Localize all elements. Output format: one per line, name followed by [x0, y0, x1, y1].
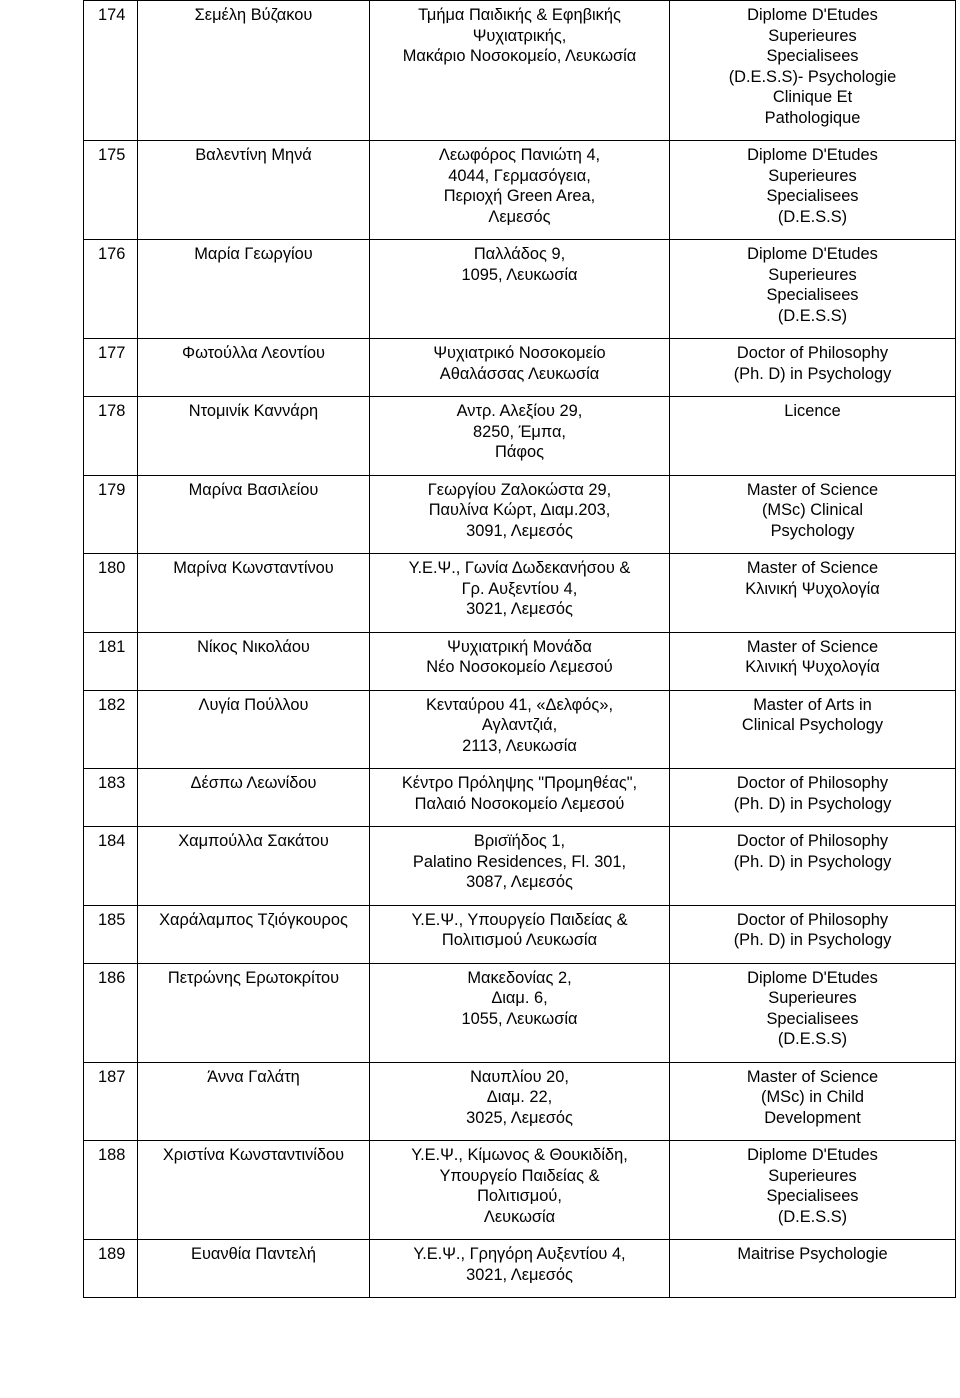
- table-row: [84, 769, 956, 827]
- degree-cell: [670, 769, 956, 827]
- degree-line: (Ph. D) in Psychology: [733, 852, 892, 871]
- address-line: Λεμεσός: [488, 207, 551, 226]
- degree-cell: [670, 827, 956, 906]
- degree-cell: [670, 1, 956, 141]
- degree-line: Diplome D'Etudes: [747, 6, 878, 24]
- address-line: Βρισϊήδος 1,: [473, 832, 566, 850]
- degree-line: Maitrise Psychologie: [737, 1245, 888, 1263]
- degree-line: Specialisees: [766, 1187, 859, 1205]
- address-line: Τμήμα Παιδικής & Εφηβικής: [418, 6, 621, 24]
- address-cell: [370, 963, 670, 1062]
- address-line: Μακάριο Νοσοκομείο, Λευκωσία: [402, 47, 637, 65]
- address-cell: [370, 1, 670, 141]
- degree-line: Specialisees: [766, 1009, 859, 1028]
- degree-line: Doctor of Philosophy: [736, 774, 889, 792]
- address-line: Μακεδονίας 2,: [467, 968, 572, 987]
- degree-cell: [670, 397, 956, 476]
- degree-cell: [670, 1240, 956, 1298]
- degree-line: Doctor of Philosophy: [736, 832, 889, 850]
- person-name: Μαρία Γεωργίου: [138, 240, 370, 339]
- degree-line: (Ph. D) in Psychology: [733, 794, 892, 813]
- row-number: 176: [84, 240, 138, 339]
- document-page: [83, 0, 955, 1298]
- table-row: [84, 690, 956, 769]
- address-line: 1055, Λευκωσία: [461, 1009, 578, 1028]
- degree-line: Diplome D'Etudes: [747, 1146, 878, 1164]
- degree-line: Pathologique: [764, 108, 861, 127]
- table-row: [84, 1240, 956, 1298]
- row-number: 182: [84, 690, 138, 769]
- address-line: 4044, Γερμασόγεια,: [448, 166, 591, 185]
- degree-line: (D.E.S.S)- Psychologie: [728, 67, 897, 86]
- person-name: Ντομινίκ Καννάρη: [138, 397, 370, 476]
- address-cell: [370, 1240, 670, 1298]
- degree-line: (MSc) Clinical: [761, 501, 864, 519]
- address-line: Υ.Ε.Ψ., Γρηγόρη Αυξεντίου 4,: [413, 1245, 626, 1263]
- degree-cell: [670, 240, 956, 339]
- degree-cell: [670, 632, 956, 690]
- address-line: Νέο Νοσοκομείο Λεμεσού: [426, 658, 613, 676]
- address-line: Υπουργείο Παιδείας &: [439, 1166, 600, 1185]
- degree-line: (Ph. D) in Psychology: [733, 931, 892, 949]
- table-row: [84, 1062, 956, 1141]
- address-line: Διαμ. 22,: [486, 1088, 553, 1106]
- degree-line: Master of Science: [746, 1067, 879, 1086]
- person-name: Χαμπούλλα Σακάτου: [138, 827, 370, 906]
- row-number: 188: [84, 1141, 138, 1240]
- address-line: Palatino Residences, Fl. 301,: [412, 852, 627, 871]
- address-line: Λεωφόρος Πανιώτη 4,: [438, 146, 601, 164]
- degree-line: Clinique Et: [772, 88, 853, 106]
- address-cell: [370, 339, 670, 397]
- table-row: [84, 1, 956, 141]
- row-number: 186: [84, 963, 138, 1062]
- table-row: [84, 632, 956, 690]
- degree-line: Superieures: [768, 989, 857, 1007]
- address-line: Κέντρο Πρόληψης "Προμηθέας",: [401, 774, 638, 792]
- degree-line: Superieures: [768, 26, 857, 45]
- degree-cell: [670, 554, 956, 633]
- address-line: Κενταύρου 41, «Δελφός»,: [426, 695, 613, 714]
- degree-line: (D.E.S.S): [777, 1030, 848, 1048]
- address-line: Πολιτισμού,: [477, 1187, 562, 1205]
- table-row: [84, 827, 956, 906]
- degree-line: Doctor of Philosophy: [736, 910, 889, 929]
- address-line: Παλλάδος 9,: [473, 245, 566, 263]
- person-name: Ευανθία Παντελή: [138, 1240, 370, 1298]
- address-line: Ψυχιατρικής,: [472, 26, 567, 45]
- degree-cell: [670, 475, 956, 554]
- address-line: 3021, Λεμεσός: [466, 1265, 573, 1284]
- address-line: 2113, Λευκωσία: [462, 736, 577, 755]
- address-cell: [370, 397, 670, 476]
- degree-line: Master of Arts in: [753, 695, 872, 714]
- row-number: 175: [84, 141, 138, 240]
- degree-line: Κλινική Ψυχολογία: [745, 579, 880, 598]
- degree-cell: [670, 1141, 956, 1240]
- degree-line: (D.E.S.S): [777, 306, 848, 325]
- degree-cell: [670, 905, 956, 963]
- address-cell: [370, 905, 670, 963]
- degree-cell: [670, 141, 956, 240]
- table-row: [84, 240, 956, 339]
- person-name: Βαλεντίνη Μηνά: [138, 141, 370, 240]
- row-number: 174: [84, 1, 138, 141]
- degree-line: Diplome D'Etudes: [747, 245, 878, 263]
- degree-line: Diplome D'Etudes: [747, 968, 878, 987]
- row-number: 184: [84, 827, 138, 906]
- address-line: 1095, Λευκωσία: [461, 265, 578, 284]
- row-number: 178: [84, 397, 138, 476]
- table-row: [84, 905, 956, 963]
- degree-line: (D.E.S.S): [777, 1207, 848, 1226]
- degree-line: (Ph. D) in Psychology: [733, 364, 892, 383]
- address-cell: [370, 769, 670, 827]
- person-name: Μαρίνα Κωνσταντίνου: [138, 554, 370, 633]
- degree-line: Superieures: [768, 166, 857, 185]
- person-name: Χαράλαμπος Τζιόγκουρος: [138, 905, 370, 963]
- row-number: 179: [84, 475, 138, 554]
- address-line: Παλαιό Νοσοκομείο Λεμεσού: [414, 794, 625, 813]
- address-line: Υ.Ε.Ψ., Κίμωνος & Θουκιδίδη,: [411, 1146, 628, 1164]
- table-row: [84, 397, 956, 476]
- person-name: Δέσπω Λεωνίδου: [138, 769, 370, 827]
- address-line: 3025, Λεμεσός: [466, 1108, 573, 1127]
- degree-line: Clinical Psychology: [741, 716, 884, 734]
- address-line: 3021, Λεμεσός: [466, 600, 573, 618]
- registry-table-body: [84, 1, 956, 1298]
- address-cell: [370, 632, 670, 690]
- degree-line: Specialisees: [766, 47, 859, 65]
- address-line: Γρ. Αυξεντίου 4,: [461, 579, 578, 598]
- degree-cell: [670, 1062, 956, 1141]
- table-row: [84, 339, 956, 397]
- table-row: [84, 475, 956, 554]
- address-cell: [370, 240, 670, 339]
- table-row: [84, 141, 956, 240]
- address-line: Αντρ. Αλεξίου 29,: [456, 402, 583, 420]
- address-line: Υ.Ε.Ψ., Γωνία Δωδεκανήσου &: [408, 559, 631, 577]
- degree-line: Superieures: [768, 265, 857, 284]
- person-name: Λυγία Πούλλου: [138, 690, 370, 769]
- address-line: Αθαλάσσας Λευκωσία: [439, 364, 600, 383]
- address-line: Πολιτισμού Λευκωσία: [441, 931, 598, 949]
- row-number: 187: [84, 1062, 138, 1141]
- registry-table: [83, 0, 956, 1298]
- address-line: Υ.Ε.Ψ., Υπουργείο Παιδείας &: [411, 910, 628, 929]
- address-line: Αγλαντζιά,: [481, 716, 558, 734]
- address-line: Παυλίνα Κώρτ, Διαμ.203,: [428, 501, 611, 519]
- degree-line: Licence: [784, 402, 841, 420]
- row-number: 185: [84, 905, 138, 963]
- address-line: 3087, Λεμεσός: [466, 873, 573, 891]
- degree-cell: [670, 690, 956, 769]
- person-name: Χριστίνα Κωνσταντινίδου: [138, 1141, 370, 1240]
- row-number: 177: [84, 339, 138, 397]
- degree-line: Master of Science: [746, 559, 879, 577]
- address-line: Ψυχιατρική Μονάδα: [447, 637, 592, 656]
- address-line: Διαμ. 6,: [491, 989, 548, 1007]
- degree-line: Development: [764, 1108, 861, 1127]
- person-name: Σεμέλη Βύζακου: [138, 1, 370, 141]
- person-name: Νίκος Νικολάου: [138, 632, 370, 690]
- address-line: Πάφος: [495, 443, 544, 461]
- person-name: Άννα Γαλάτη: [138, 1062, 370, 1141]
- table-row: [84, 963, 956, 1062]
- degree-line: Doctor of Philosophy: [736, 344, 889, 362]
- address-cell: [370, 827, 670, 906]
- degree-line: (MSc) in Child: [761, 1088, 864, 1106]
- address-line: 8250, Έμπα,: [473, 422, 566, 441]
- degree-line: Specialisees: [766, 187, 859, 205]
- degree-line: Diplome D'Etudes: [747, 146, 878, 164]
- address-line: Λευκωσία: [483, 1207, 556, 1226]
- address-cell: [370, 1141, 670, 1240]
- degree-line: Master of Science: [746, 480, 879, 499]
- address-cell: [370, 141, 670, 240]
- address-line: Ναυπλίου 20,: [470, 1067, 569, 1086]
- table-row: [84, 1141, 956, 1240]
- row-number: 183: [84, 769, 138, 827]
- row-number: 189: [84, 1240, 138, 1298]
- person-name: Πετρώνης Ερωτοκρίτου: [138, 963, 370, 1062]
- address-cell: [370, 475, 670, 554]
- address-cell: [370, 690, 670, 769]
- degree-cell: [670, 963, 956, 1062]
- address-line: 3091, Λεμεσός: [466, 521, 573, 540]
- address-cell: [370, 554, 670, 633]
- row-number: 180: [84, 554, 138, 633]
- row-number: 181: [84, 632, 138, 690]
- degree-line: Κλινική Ψυχολογία: [745, 658, 880, 676]
- degree-line: Superieures: [768, 1166, 857, 1185]
- address-line: Γεωργίου Ζαλοκώστα 29,: [427, 480, 612, 499]
- degree-cell: [670, 339, 956, 397]
- degree-line: (D.E.S.S): [777, 207, 848, 226]
- address-cell: [370, 1062, 670, 1141]
- address-line: Περιοχή Green Area,: [443, 187, 596, 205]
- person-name: Μαρίνα Βασιλείου: [138, 475, 370, 554]
- degree-line: Specialisees: [766, 286, 859, 304]
- address-line: Ψυχιατρικό Νοσοκομείο: [433, 344, 606, 362]
- person-name: Φωτούλλα Λεοντίου: [138, 339, 370, 397]
- table-row: [84, 554, 956, 633]
- degree-line: Master of Science: [746, 637, 879, 656]
- degree-line: Psychology: [770, 521, 855, 540]
